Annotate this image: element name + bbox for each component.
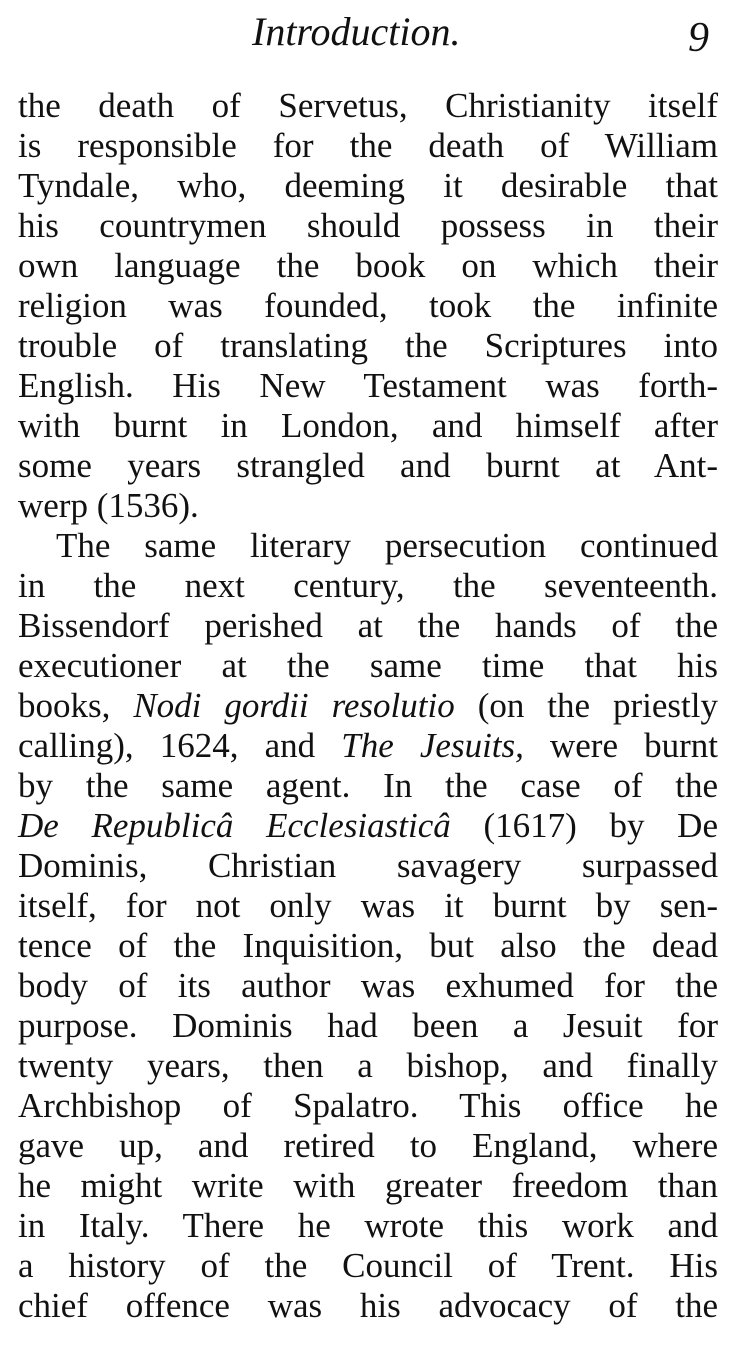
line-segment: books, [18,686,134,725]
text-line: purpose. Dominis had been a Jesuit for [18,1006,718,1045]
text-line: is responsible for the death of William [18,126,718,165]
text-line: trouble of translating the Scriptures into [18,326,718,365]
paragraph-persecution [18,526,718,1326]
text-line-books [18,686,718,726]
running-head [0,8,754,64]
text-line: by the same agent. In the case of the [18,766,718,805]
text-line: tence of the Inquisition, but also the dead [18,926,718,965]
text-line: executioner at the same time that his [18,646,718,685]
text-line: Bissendorf perished at the hands of the [18,606,718,645]
text-line: Tyndale, who, deeming it desirable that [18,166,718,205]
text-line-republica [18,806,718,846]
text-line: chief offence was his advocacy of the [18,1286,718,1325]
text-line: body of its author was exhumed for the [18,966,718,1005]
text-line: own language the book on which their [18,246,718,285]
running-title: Introduction. [252,9,461,54]
text-line: the death of Servetus, Christianity itself [18,86,718,125]
page-number: 9 [688,15,709,61]
book-title-the-jesuits: The Jesuits, [341,726,524,765]
line-segment: (1617) by De [450,806,718,845]
book-title-de-republica: De Republicâ Ecclesiasticâ [18,806,451,845]
text-line: religion was founded, took the infinite [18,286,718,325]
text-line: he might write with greater freedom than [18,1166,718,1205]
line-segment: (on the priestly [454,686,718,725]
paragraph-servetus [18,86,718,526]
text-line: werp (1536). [18,486,199,525]
text-line: Dominis, Christian savagery surpassed [18,846,718,885]
text-line: itself, for not only was it burnt by sen- [18,886,718,925]
text-line: in Italy. There he wrote this work and [18,1206,718,1245]
text-line-calling [18,726,718,766]
line-segment: were burnt [523,726,718,765]
text-line: gave up, and retired to England, where [18,1126,718,1165]
text-line: The same literary persecution continued [56,526,718,565]
text-line: twenty years, then a bishop, and finally [18,1046,718,1085]
text-line: English. His New Testament was forth- [18,366,718,405]
text-line: Archbishop of Spalatro. This office he [18,1086,718,1125]
text-line: some years strangled and burnt at Ant- [18,446,718,485]
text-line: a history of the Council of Trent. His [18,1246,718,1285]
body-text [18,86,718,1326]
text-line: his countrymen should possess in their [18,206,718,245]
line-segment: calling), 1624, and [18,726,342,765]
text-line: with burnt in London, and himself after [18,406,718,445]
book-title-nodi-gordii: Nodi gordii resolutio [133,686,455,725]
text-line: in the next century, the seventeenth. [18,566,718,605]
